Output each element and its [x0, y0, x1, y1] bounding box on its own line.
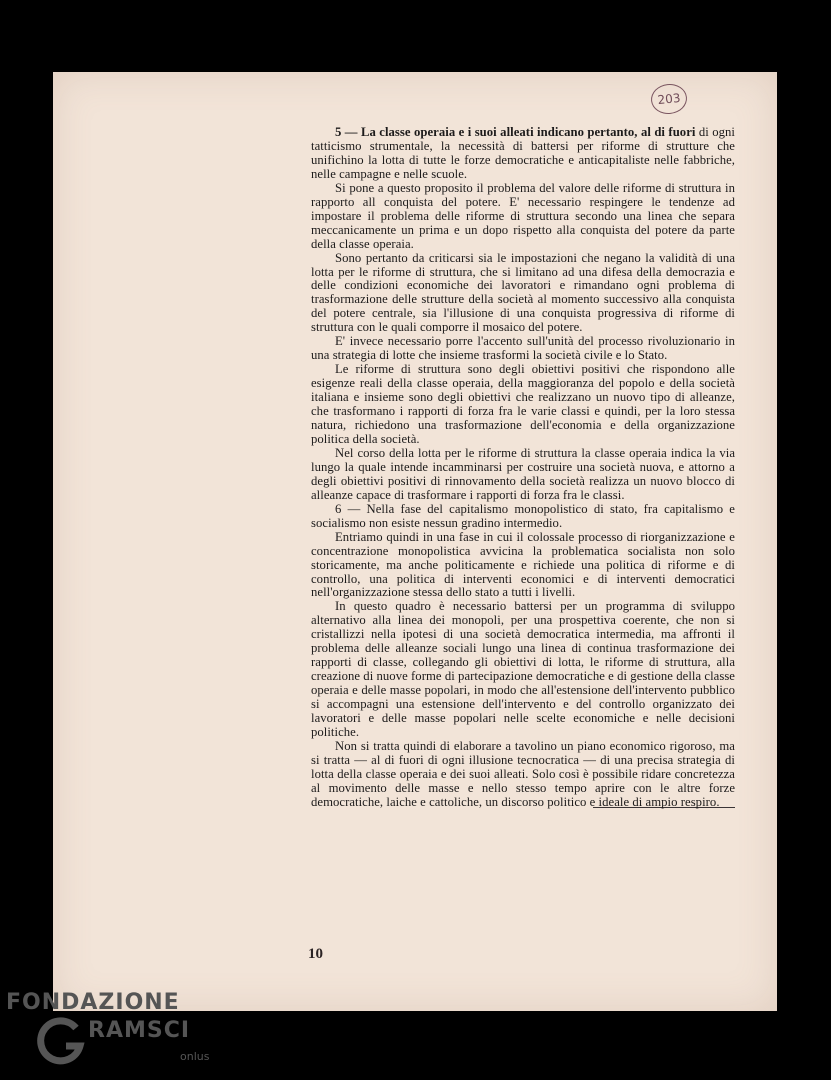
logo-sub: onlus — [180, 1050, 210, 1063]
fondazione-gramsci-logo — [6, 990, 226, 1080]
paragraph: E' invece necessario porre l'accento sull'unità del processo rivoluzionario in una strategia di lotte che insieme trasformi la società civile e lo Stato. — [311, 334, 735, 363]
paragraph-6: 6 — Nella fase del capitalismo monopolistico di stato, fra capitalismo e socialismo non esiste nessun gradino intermedio. — [311, 501, 735, 530]
paragraph: Nel corso della lotta per le riforme di struttura la classe operaia indica la via lungo la quale intende incamminarsi per costruire una società nuova, e attorno a degli obiettivi positivi di rinnovamento della società realizza un nuovo blocco di alleanze capace di trasformare i rapporti di forza fra le classi. — [311, 445, 735, 502]
body-text — [311, 126, 735, 808]
paragraph-5: 5 — La classe operaia e i suoi alleati indicano pertanto, al di fuori di ogni tatticismo strumentale, la necessità di battersi per riforme di strutture che unifichino la lotta di tutte le forze democratiche e anticapitaliste nelle fabbriche, nelle campagne e nelle scuole. — [311, 125, 735, 181]
paragraph: Non si tratta quindi di elaborare a tavolino un piano economico rigoroso, ma si tratta — al di fuori di ogni illusione tecnocratica — di una precisa strategia di lotta della classe operaia e dei suoi alleati. Solo così è possibile ridare concretezza al movimento delle masse e nello stesso tempo aprire con le altre forze democratiche, laiche e cattoliche, un discorso politico e ideale di ampio respiro. — [311, 738, 735, 809]
document-page — [53, 72, 777, 1011]
logo-line-1: FONDAZIONE — [6, 990, 180, 1015]
paragraph: Sono pertanto da criticarsi sia le impostazioni che negano la validità di una lotta per le riforme di struttura, che si limitano ad una difesa della democrazia e delle condizioni economiche dei lavoratori e rimandano ogni problema di trasformazione delle strutture della società al momento successivo alla conquista del potere centrale, sia l'illusione di una conquista progressiva di riforme di struttura con le quali comporre il mosaico del potere. — [311, 250, 735, 335]
archive-stamp: 203 — [650, 82, 689, 116]
paragraph: Si pone a questo proposito il problema del valore delle riforme di struttura in rapporto all conquista del potere. E' necessario respingere le tendenze ad impostare il problema delle riforme di struttura secondo una linea che separa meccanicamente un prima e un dopo rispetto alla conquista del potere da parte della classe operaia. — [311, 180, 735, 251]
logo-line-2: RAMSCI — [88, 1018, 191, 1043]
logo-g-icon — [36, 1014, 88, 1066]
page-number: 10 — [308, 946, 323, 962]
paragraph: Entriamo quindi in una fase in cui il colossale processo di riorganizzazione e concentrazione monopolistica avvicina la problematica socialista non solo storicamente, ma anche politicamente e richiede una politica di riforme e di controllo, una politica di interventi economici e di interventi democratici nell'organizzazione stessa dello stato a tutti i livelli. — [311, 529, 735, 600]
paragraph: In questo quadro è necessario battersi per un programma di sviluppo alternativo alla linea dei monopoli, per una prospettiva coerente, che non si cristallizzi nella ipotesi di una società democratica intermedia, ma affronti il problema delle alleanze sociali lungo una linea di continua trasformazione dei rapporti di classe, collegando gli obiettivi di lotta, le riforme di struttura, alla creazione di nuove forme di partecipazione democratiche e di gestione della classe operaia e delle masse popolari, in modo che all'estensione dell'intervento pubblico si accompagni una estensione dell'intervento e del controllo organizzato dei lavoratori e delle masse popolari nelle scelte economiche e nelle decisioni politiche. — [311, 599, 735, 739]
paragraph: Le riforme di struttura sono degli obiettivi positivi che rispondono alle esigenze reali della classe operaia, della maggioranza del popolo e della società italiana e insieme sono degli obiettivi che realizzano un nuovo tipo di alleanze, che trasformano i rapporti di forza fra le varie classi e quindi, per la loro stessa natura, richiedono una trasformazione dell'economia e della organizzazione politica della società. — [311, 362, 735, 446]
